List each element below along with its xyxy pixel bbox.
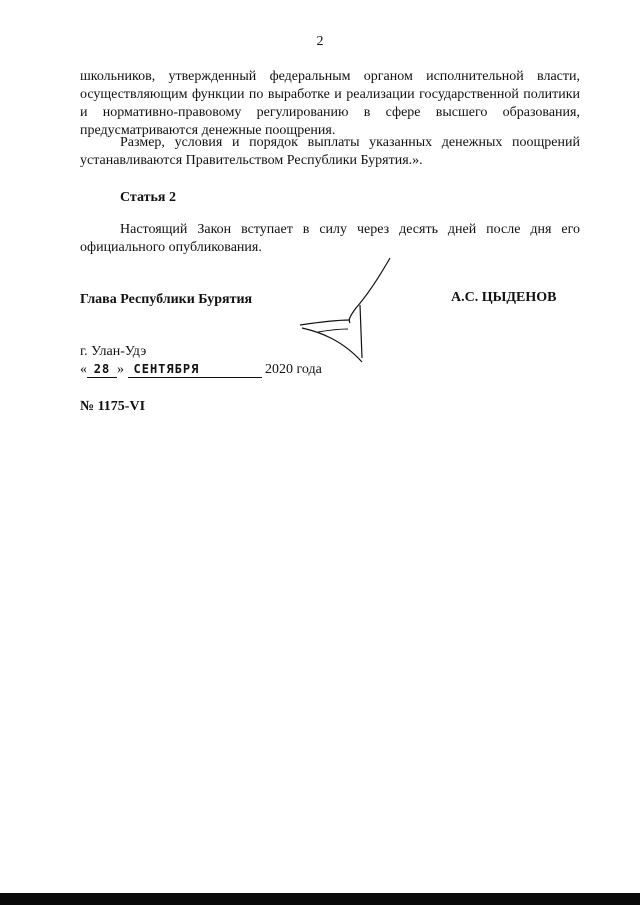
signatory-name: А.С. ЦЫДЕНОВ bbox=[451, 290, 557, 305]
date-day: 28 bbox=[87, 361, 117, 378]
handwritten-signature bbox=[290, 250, 410, 370]
signatory-title: Глава Республики Бурятия bbox=[80, 292, 253, 307]
article-heading: Статья 2 bbox=[120, 190, 176, 205]
scan-bottom-edge bbox=[0, 893, 640, 905]
date-line bbox=[80, 361, 322, 378]
place-of-signing: г. Улан-Удэ bbox=[80, 344, 147, 359]
date-open-quote: « bbox=[80, 362, 87, 377]
date-year: 2020 года bbox=[265, 362, 322, 377]
law-number: № 1175-VI bbox=[80, 399, 146, 414]
date-close-quote: » bbox=[117, 362, 124, 377]
date-month: СЕНТЯБРЯ bbox=[128, 361, 262, 378]
page-number: 2 bbox=[316, 34, 324, 49]
paragraph-reward-terms: Размер, условия и порядок выплаты указанных денежных поощрений устанавливаются Правительством Республики Бурятия.». bbox=[80, 135, 580, 168]
paragraph-continuation: школьников, утвержденный федеральным органом исполнительной власти, осуществляющим функции по выработке и реализации государственной политики и нормативно-правовому регулированию в сфере высшего образования, предусматриваются денежные поощрения. bbox=[80, 69, 580, 138]
paragraph-entry-into-force: Настоящий Закон вступает в силу через десять дней после дня его официального опубликования. bbox=[80, 222, 580, 255]
